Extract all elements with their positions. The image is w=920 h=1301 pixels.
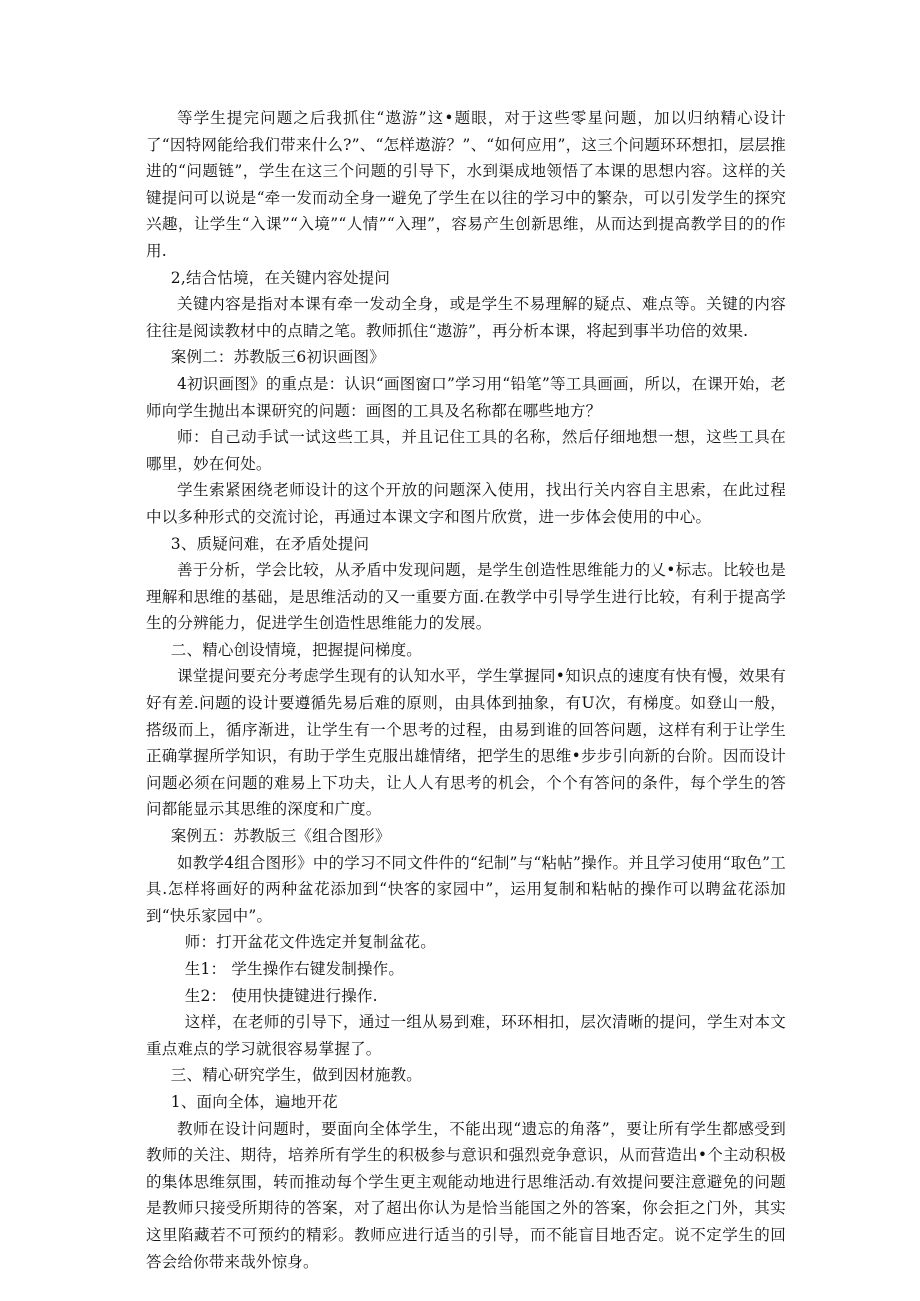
paragraph-student-explore: 学生索紧困绕老师设计的这个开放的问题深入使用，找出行关内容自主思索，在此过程中以多种形式的交流讨论，再通过本课文字和图片欣赏，进一步体会使用的中心。 [146, 481, 786, 526]
paragraph-intro: 等学生提完问题之后我抓住“遨游”这•题眼，对于这些零星问题，加以归纳精心设计了“因特网能给我们带来什么?”、“怎样遨游？”、“如何应用”，这三个问题环环想扣，层层推进的“问题链”，学生在这三个问题的引导下，水到渠成地领悟了本课的思想内容。这样的关键提问可以说是“牵一发而动全身一避免了学生在以往的学习中的繁杂，可以引发学生的探究兴趣，让学生“入课”“入境”“人情”“入理”，容易产生创新思维，从而达到提高教学目的的作用. [146, 109, 786, 260]
document-body [146, 105, 786, 1275]
paragraph-case-five-summary: 这样，在老师的引导下，通过一组从易到难，环环相扣，层次清晰的提问，学生对本文重点难点的学习就很容易掌握了。 [146, 1013, 786, 1058]
heading-key-content: 2,结合怙境，在关键内容处提问 [170, 268, 391, 287]
heading-section-three: 三、精心研究学生，做到因材施教。 [170, 1066, 422, 1085]
paragraph-question-gradient: 课堂提问要充分考虑学生现有的认知水平，学生掌握同•知识点的速度有快有慢，效果有好有差.问题的设计要遵循先易后难的原则，由具体到抽象，有U次，有梯度。如登山一般，搭级而上，循序渐进，让学生有一个思考的过程，由易到谁的回答问题，这样有利于让学生正确掌握所学知识，有助于学生克服出雄情绪，把学生的思维•步步引向新的台阶。因而设计问题必须在问题的难易上下功夫，让人人有思考的机会，个个有答问的条件，每个学生的答问都能显示其思维的深度和广度。 [146, 667, 786, 819]
case-five-title: 案例五：苏教版三《组合图形》 [170, 827, 391, 846]
dialog-teacher: 师：打开盆花文件选定并复制盆花。 [184, 933, 436, 952]
dialog-student-two: 生2： 使用快捷键进行操作. [184, 986, 378, 1005]
case-two-title: 案例二：苏教版三6初识画图》 [170, 348, 385, 367]
paragraph-case-two: 4初识画图》的重点是：认识“画图窗口”学习用“铅笔”等工具画画，所以，在课开始，老师向学生抛出本课研究的问题：画图的工具及名称都在哪些地方？ [146, 374, 786, 420]
heading-question-difficulty: 3、质疑问难，在矛盾处提问 [170, 534, 370, 553]
paragraph-face-all: 教师在设计问题时，要面向全体学生，不能出现“遗忘的角落”，要让所有学生都感受到教师的关注、期待，培养所有学生的积极参与意识和强烈竞争意识，从而营造出•个主动积极的集体思维氛围，转而推动每个学生更主观能动地进行思维活动.有效提问要注意避免的问题是教师只接受所期待的答案，对了超出你认为是恰当能国之外的答案，你会拒之门外，其实这里陷藏若不可预约的精彩。教师应进行适当的引导，而不能盲目地否定。说不定学生的回答会给你带来哉外惊身。 [146, 1119, 786, 1271]
paragraph-key-content: 关键内容是指对本课有牵一发动全身，或是学生不易理解的疑点、难点等。关键的内容往往是阅读教材中的点睛之笔。教师抓住“遨游”，再分析本课，将起到事半功倍的效果. [146, 295, 786, 340]
paragraph-case-five: 如教学4组合图形》中的学习不同文件件的“纪制”与“粘帖”操作。并且学习使用“取色”工具.怎样将画好的两种盆花添加到“快客的家园中”，运用复制和粘帖的操作可以聘盆花添加到“快乐家园中”。 [146, 853, 786, 925]
heading-section-two: 二、精心创设情境，把握提问梯度。 [170, 640, 422, 659]
paragraph-compare: 善于分析，学会比较，从矛盾中发现问题，是学生创造性思维能力的乂•标志。比较也是理解和思维的基础，是思维活动的又一重要方面.在教学中引导学生进行比较，有利于提高学生的分辨能力，促进学生创造性思维能力的发展。 [146, 561, 786, 633]
paragraph-teacher-prompt: 师：自己动手试一试这些工具，并且记住工具的名称，然后仔细地想一想，这些工具在哪里，妙在何处。 [146, 428, 786, 473]
dialog-student-one: 生1： 学生操作右键发制操作。 [184, 960, 405, 978]
heading-face-all: 1、面向全体，遍地开花 [170, 1092, 338, 1111]
